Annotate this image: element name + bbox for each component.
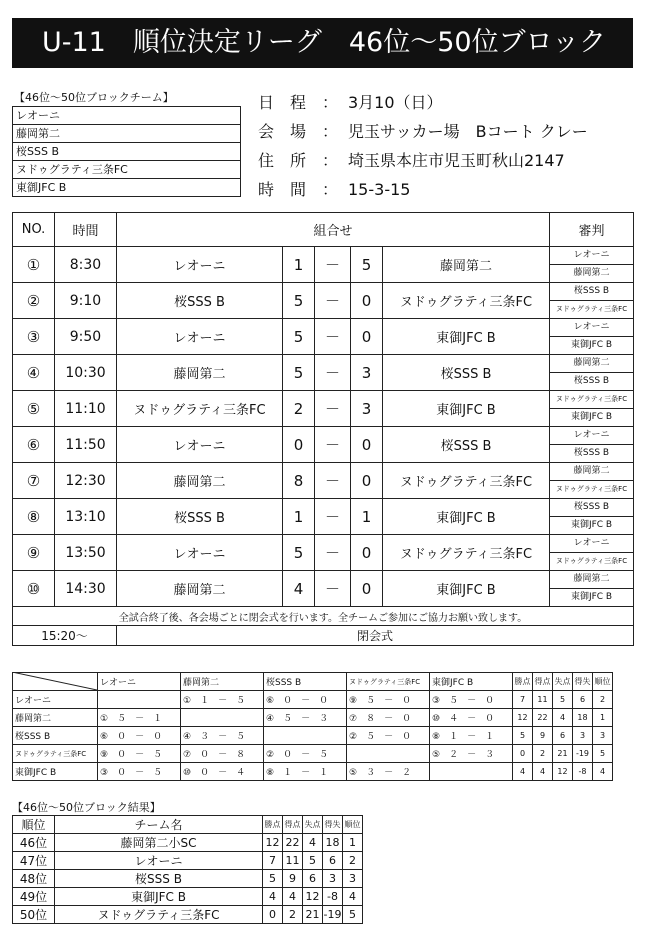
match-row [13, 463, 634, 481]
info-colon: ： [322, 122, 339, 141]
results-stat: 9 [283, 870, 303, 888]
closing-time: 15:20～ [13, 626, 117, 646]
league-stat: 18 [573, 709, 593, 727]
match-row [13, 535, 634, 553]
league-stat: 3 [573, 727, 593, 745]
results-header-row [13, 816, 363, 834]
info-row-date [258, 88, 588, 117]
league-result-cell [181, 709, 264, 727]
score-dash: － [315, 319, 351, 355]
league-stat: -8 [573, 763, 593, 781]
league-result-cell: ⑤ ２ － ３ [430, 745, 513, 763]
results-stat: 4 [263, 888, 283, 906]
results-team: 東御JFC B [55, 888, 263, 906]
league-stat: 9 [533, 727, 553, 745]
closing-ceremony: 閉会式 [117, 626, 634, 646]
league-result-cell [264, 727, 347, 745]
league-stat: 5 [513, 727, 533, 745]
league-result-cell: ⑧ １ － １ [264, 763, 347, 781]
match-time: 13:50 [55, 535, 117, 571]
league-col-team: 桜SSS B [264, 673, 347, 691]
score-dash: － [315, 427, 351, 463]
home-team: ヌドゥグラティ三条FC [117, 391, 283, 427]
league-col-team: 東御JFC B [430, 673, 513, 691]
score-dash: － [315, 283, 351, 319]
league-stat: 5 [553, 691, 573, 709]
league-stat: 4 [553, 709, 573, 727]
away-team: ヌドゥグラティ三条FC [383, 283, 550, 319]
results-row [13, 870, 363, 888]
home-team: 桜SSS B [117, 499, 283, 535]
away-score: 0 [351, 283, 383, 319]
away-score: 0 [351, 571, 383, 607]
match-time: 11:50 [55, 427, 117, 463]
league-result-cell [430, 763, 513, 781]
results-rank: 48位 [13, 870, 55, 888]
away-team: 東御JFC B [383, 319, 550, 355]
match-row [13, 427, 634, 445]
results-stat: 12 [263, 834, 283, 852]
referee-1: 藤岡第二 [550, 463, 634, 481]
score-dash: － [315, 391, 351, 427]
league-result-cell: ⑨ ５ － ０ [347, 691, 430, 709]
match-number: ⑩ [13, 571, 55, 607]
league-result-cell: ⑦ ０ － ８ [181, 745, 264, 763]
home-score: 4 [283, 571, 315, 607]
away-team: 東御JFC B [383, 571, 550, 607]
league-stat: -19 [573, 745, 593, 763]
league-row-team: レオーニ [13, 691, 98, 709]
league-result-cell: ⑧ １ － １ [430, 727, 513, 745]
match-number: ② [13, 283, 55, 319]
info-colon: ： [322, 180, 339, 199]
league-row [13, 763, 613, 781]
results-stat: 4 [303, 834, 323, 852]
referee-2: 東御JFC B [550, 337, 634, 355]
league-header-row [13, 673, 613, 691]
info-colon: ： [322, 151, 339, 170]
league-result-cell: ③ ５ － ０ [430, 691, 513, 709]
league-col-team: 藤岡第二 [181, 673, 264, 691]
results-row [13, 834, 363, 852]
home-score: 1 [283, 499, 315, 535]
results-header-stat: 順位 [343, 816, 363, 834]
results-header-team: チーム名 [55, 816, 263, 834]
league-row-team: 藤岡第二 [13, 709, 98, 727]
home-score: 5 [283, 355, 315, 391]
league-col-team: レオーニ [98, 673, 181, 691]
header-no: NO. [13, 213, 55, 247]
info-value: 児玉サッカー場 Bコート クレー [348, 122, 588, 141]
league-result-cell: ⑩ ０ － ４ [181, 763, 264, 781]
results-table [12, 815, 363, 924]
league-result-cell: ⑩ ４ － ０ [430, 709, 513, 727]
match-time: 8:30 [55, 247, 117, 283]
referee-2: 東御JFC B [550, 589, 634, 607]
referee-1: レオーニ [550, 319, 634, 337]
league-result-cell: ② ０ － ５ [264, 745, 347, 763]
results-stat: 11 [283, 852, 303, 870]
score-dash: － [315, 355, 351, 391]
results-rank: 50位 [13, 906, 55, 924]
home-team: 桜SSS B [117, 283, 283, 319]
team-list-caption: 【46位～50位ブロックチーム】 [14, 91, 174, 104]
info-value: 3月10（日） [348, 93, 443, 112]
team-list-item: 桜SSS B [13, 143, 241, 161]
league-stat: 2 [533, 745, 553, 763]
results-stat: 2 [343, 852, 363, 870]
referee-2: ヌドゥグラティ三条FC [550, 301, 634, 319]
league-stat-header: 勝点 [513, 673, 533, 691]
league-stat: 0 [513, 745, 533, 763]
results-stat: 3 [323, 870, 343, 888]
results-stat: 6 [323, 852, 343, 870]
referee-2: 東御JFC B [550, 409, 634, 427]
results-team: 桜SSS B [55, 870, 263, 888]
league-stat: 2 [593, 691, 613, 709]
league-stat: 4 [513, 763, 533, 781]
score-dash: － [315, 463, 351, 499]
score-dash: － [315, 571, 351, 607]
match-number: ③ [13, 319, 55, 355]
league-stat: 21 [553, 745, 573, 763]
home-score: 5 [283, 319, 315, 355]
match-time: 11:10 [55, 391, 117, 427]
home-team: レオーニ [117, 319, 283, 355]
results-header-stat: 得失 [323, 816, 343, 834]
results-stat: 18 [323, 834, 343, 852]
info-key: 会 場 [258, 122, 307, 141]
results-stat: 5 [263, 870, 283, 888]
score-dash: － [315, 499, 351, 535]
schedule-table [12, 212, 634, 646]
results-stat: 5 [343, 906, 363, 924]
league-stat: 6 [553, 727, 573, 745]
match-number: ① [13, 247, 55, 283]
match-row [13, 499, 634, 517]
league-result-cell: ⑨ ０ － ５ [98, 745, 181, 763]
results-header-stat: 失点 [303, 816, 323, 834]
header-match: 組合せ [117, 213, 550, 247]
match-time: 14:30 [55, 571, 117, 607]
away-team: 藤岡第二 [383, 247, 550, 283]
away-score: 0 [351, 319, 383, 355]
league-result-cell [347, 745, 430, 763]
header-ref: 審判 [550, 213, 634, 247]
results-stat: 4 [343, 888, 363, 906]
referee-2: 藤岡第二 [550, 265, 634, 283]
home-score: 5 [283, 535, 315, 571]
header-time: 時間 [55, 213, 117, 247]
away-team: 東御JFC B [383, 499, 550, 535]
league-stat: 6 [573, 691, 593, 709]
home-team: レオーニ [117, 247, 283, 283]
league-stat: 5 [593, 745, 613, 763]
results-stat: 6 [303, 870, 323, 888]
info-value: 15-3-15 [348, 180, 411, 199]
results-stat: 22 [283, 834, 303, 852]
away-team: ヌドゥグラティ三条FC [383, 535, 550, 571]
team-list-table [12, 106, 241, 197]
away-score: 5 [351, 247, 383, 283]
info-row-address [258, 146, 588, 175]
info-key: 時 間 [258, 180, 307, 199]
away-team: 桜SSS B [383, 427, 550, 463]
league-row-team: 桜SSS B [13, 727, 98, 745]
score-dash: － [315, 247, 351, 283]
match-time: 13:10 [55, 499, 117, 535]
results-stat: -8 [323, 888, 343, 906]
team-list-item: 藤岡第二 [13, 125, 241, 143]
results-stat: 2 [283, 906, 303, 924]
home-team: レオーニ [117, 427, 283, 463]
results-header-rank: 順位 [13, 816, 55, 834]
league-stat-header: 得点 [533, 673, 553, 691]
referee-1: レオーニ [550, 535, 634, 553]
home-team: 藤岡第二 [117, 571, 283, 607]
results-team: レオーニ [55, 852, 263, 870]
results-stat: 4 [283, 888, 303, 906]
results-header-stat: 勝点 [263, 816, 283, 834]
results-stat: 3 [343, 870, 363, 888]
match-number: ④ [13, 355, 55, 391]
results-stat: -19 [323, 906, 343, 924]
league-stat: 12 [513, 709, 533, 727]
match-row [13, 571, 634, 589]
league-stat: 4 [593, 763, 613, 781]
referee-2: ヌドゥグラティ三条FC [550, 553, 634, 571]
team-list-item: レオーニ [13, 107, 241, 125]
league-result-cell: ⑥ ０ － ０ [98, 727, 181, 745]
team-list-item: ヌドゥグラティ三条FC [13, 161, 241, 179]
match-row [13, 283, 634, 301]
results-stat: 7 [263, 852, 283, 870]
away-score: 0 [351, 463, 383, 499]
home-score: 2 [283, 391, 315, 427]
info-key: 日 程 [258, 93, 307, 112]
results-row [13, 906, 363, 924]
match-time: 9:10 [55, 283, 117, 319]
results-rank: 47位 [13, 852, 55, 870]
away-team: 桜SSS B [383, 355, 550, 391]
league-result-cell: ⑥ ０ － ０ [264, 691, 347, 709]
league-result-cell: ⑤ ３ － ２ [347, 763, 430, 781]
results-rank: 49位 [13, 888, 55, 906]
away-score: 3 [351, 355, 383, 391]
home-score: 0 [283, 427, 315, 463]
league-col-team: ヌドゥグラティ三条FC [347, 673, 430, 691]
referee-2: 東御JFC B [550, 517, 634, 535]
referee-2: 桜SSS B [550, 445, 634, 463]
league-row [13, 745, 613, 763]
referee-1: 桜SSS B [550, 499, 634, 517]
referee-1: 桜SSS B [550, 283, 634, 301]
league-stat: 3 [593, 727, 613, 745]
referee-1: レオーニ [550, 427, 634, 445]
home-score: 5 [283, 283, 315, 319]
referee-2: 桜SSS B [550, 373, 634, 391]
results-row [13, 888, 363, 906]
league-stat-header: 失点 [553, 673, 573, 691]
league-row [13, 709, 613, 727]
info-value: 埼玉県本庄市児玉町秋山2147 [348, 151, 565, 170]
away-team: ヌドゥグラティ三条FC [383, 463, 550, 499]
league-stat: 12 [553, 763, 573, 781]
league-row [13, 691, 613, 709]
page-title: U-11 順位決定リーグ 46位～50位ブロック [12, 18, 633, 68]
league-corner [13, 673, 98, 691]
home-score: 1 [283, 247, 315, 283]
info-row-venue [258, 117, 588, 146]
closing-note: 全試合終了後、各会場ごとに閉会式を行います。全チームご参加にご協力お願い致します。 [13, 607, 634, 626]
results-header-stat: 得点 [283, 816, 303, 834]
league-row-team: ヌドゥグラティ三条FC [13, 745, 98, 763]
away-score: 0 [351, 535, 383, 571]
results-rank: 46位 [13, 834, 55, 852]
league-stat: 22 [533, 709, 553, 727]
league-result-cell: ⑦ ８ － ０ [347, 709, 430, 727]
results-stat: 5 [303, 852, 323, 870]
referee-1: ヌドゥグラティ三条FC [550, 391, 634, 409]
home-team: 藤岡第二 [117, 355, 283, 391]
match-time: 10:30 [55, 355, 117, 391]
results-stat: 12 [303, 888, 323, 906]
match-row [13, 391, 634, 409]
results-caption: 【46位～50位ブロック結果】 [12, 801, 161, 814]
results-row [13, 852, 363, 870]
league-result-cell: ① １ － ５ [181, 691, 264, 709]
referee-1: レオーニ [550, 247, 634, 265]
referee-2: ヌドゥグラティ三条FC [550, 481, 634, 499]
league-result-cell: ③ ０ － ５ [98, 763, 181, 781]
match-number: ⑧ [13, 499, 55, 535]
results-stat: 21 [303, 906, 323, 924]
league-result-cell: ① ５ － １ [98, 709, 181, 727]
league-row-team: 東御JFC B [13, 763, 98, 781]
league-stat: 1 [593, 709, 613, 727]
away-score: 3 [351, 391, 383, 427]
home-score: 8 [283, 463, 315, 499]
team-list [12, 90, 241, 197]
match-number: ⑥ [13, 427, 55, 463]
referee-1: 藤岡第二 [550, 571, 634, 589]
results-team: ヌドゥグラティ三条FC [55, 906, 263, 924]
league-stat: 7 [513, 691, 533, 709]
results-team: 藤岡第二小SC [55, 834, 263, 852]
league-stat-header: 順位 [593, 673, 613, 691]
league-stat: 4 [533, 763, 553, 781]
away-score: 0 [351, 427, 383, 463]
match-time: 12:30 [55, 463, 117, 499]
league-stat-header: 得失 [573, 673, 593, 691]
league-result-cell: ④ ３ － ５ [181, 727, 264, 745]
league-row [13, 727, 613, 745]
home-team: レオーニ [117, 535, 283, 571]
team-list-item: 東御JFC B [13, 179, 241, 197]
referee-1: 藤岡第二 [550, 355, 634, 373]
match-row [13, 355, 634, 373]
league-result-cell: ④ ５ － ３ [264, 709, 347, 727]
match-number: ⑦ [13, 463, 55, 499]
away-team: 東御JFC B [383, 391, 550, 427]
results-stat: 0 [263, 906, 283, 924]
match-row [13, 319, 634, 337]
info-row-time [258, 175, 588, 204]
league-result-cell [98, 691, 181, 709]
away-score: 1 [351, 499, 383, 535]
match-number: ⑨ [13, 535, 55, 571]
league-table [12, 672, 613, 781]
match-time: 9:50 [55, 319, 117, 355]
results-stat: 1 [343, 834, 363, 852]
info-colon: ： [322, 93, 339, 112]
league-result-cell: ② ５ － ０ [347, 727, 430, 745]
match-number: ⑤ [13, 391, 55, 427]
event-info [258, 88, 588, 204]
home-team: 藤岡第二 [117, 463, 283, 499]
league-stat: 11 [533, 691, 553, 709]
score-dash: － [315, 535, 351, 571]
match-row [13, 247, 634, 265]
info-key: 住 所 [258, 151, 307, 170]
